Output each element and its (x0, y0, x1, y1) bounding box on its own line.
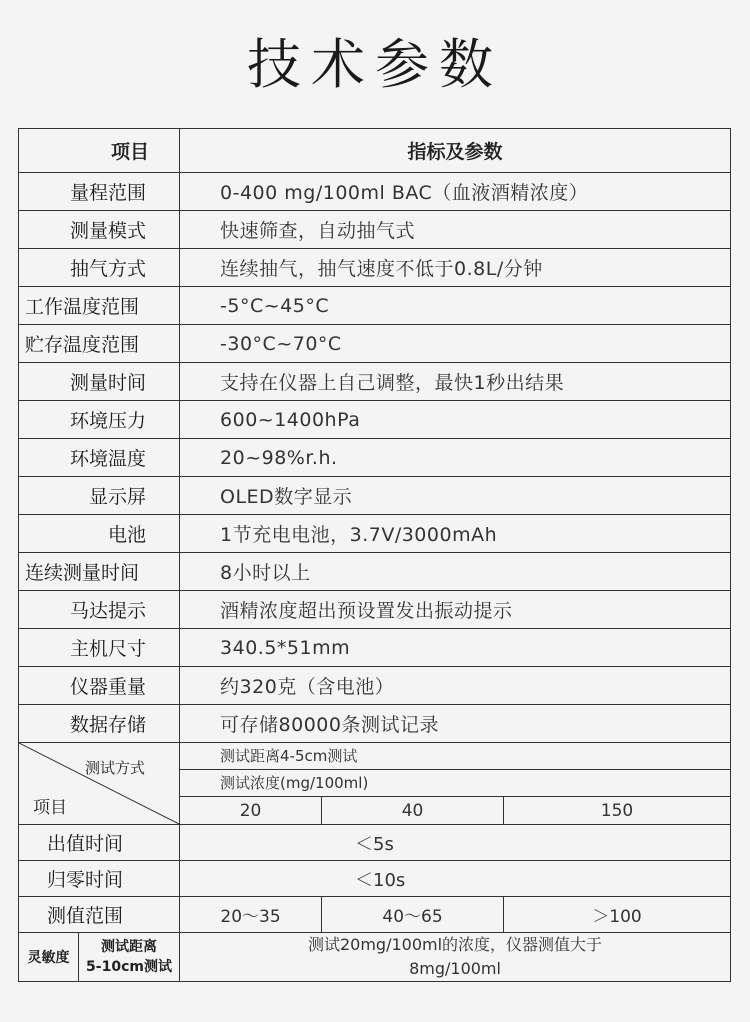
table-header-row (19, 129, 731, 173)
spec-value: 酒精浓度超出预设置发出振动提示 (180, 591, 731, 629)
spec-label: 环境温度 (19, 439, 180, 477)
spec-value: 快速筛查，自动抽气式 (180, 211, 731, 249)
concentration-cell: 40 (322, 797, 504, 825)
spec-row (19, 173, 731, 211)
method-line2: 测试浓度(mg/100ml) (180, 770, 731, 797)
range-cell: 40～65 (322, 897, 504, 933)
spec-row (19, 705, 731, 743)
concentration-cell: 150 (504, 797, 731, 825)
sensitivity-text-line1: 测试20mg/100ml的浓度，仪器测值大于 (307, 935, 603, 954)
spec-label: 仪器重量 (19, 667, 180, 705)
method-line1: 测试距离4-5cm测试 (180, 743, 731, 770)
header-params: 指标及参数 (180, 129, 731, 173)
spec-value: 340.5*51mm (180, 629, 731, 667)
spec-label: 环境压力 (19, 401, 180, 439)
spec-value: 600~1400hPa (180, 401, 731, 439)
spec-row (19, 363, 731, 401)
sensitivity-text (180, 933, 731, 982)
spec-value: 8小时以上 (180, 553, 731, 591)
spec-value: 0-400 mg/100ml BAC（血液酒精浓度） (180, 173, 731, 211)
spec-label: 马达提示 (19, 591, 180, 629)
spec-table (18, 128, 731, 982)
sensitivity-method-line1: 测试距离 (101, 939, 157, 955)
spec-label: 数据存储 (19, 705, 180, 743)
concentration-cell: 20 (180, 797, 322, 825)
spec-value: -5°C~45°C (180, 287, 731, 325)
range-label: 测值范围 (19, 897, 180, 933)
reset-time-label: 归零时间 (19, 861, 180, 897)
matrix-header-row (19, 743, 731, 770)
spec-row (19, 515, 731, 553)
header-item: 项目 (19, 129, 180, 173)
spec-row (19, 211, 731, 249)
sensitivity-row (19, 933, 731, 982)
spec-value: 约320克（含电池） (180, 667, 731, 705)
spec-label: 抽气方式 (19, 249, 180, 287)
spec-row (19, 667, 731, 705)
spec-value: 可存储80000条测试记录 (180, 705, 731, 743)
output-time-label: 出值时间 (19, 825, 180, 861)
spec-label: 电池 (19, 515, 180, 553)
diag-label-method: 测试方式 (85, 759, 146, 777)
spec-row (19, 249, 731, 287)
range-row (19, 897, 731, 933)
spec-label: 主机尺寸 (19, 629, 180, 667)
spec-row (19, 401, 731, 439)
spec-row (19, 287, 731, 325)
output-time-value: ＜5s (180, 825, 731, 861)
spec-value: OLED数字显示 (180, 477, 731, 515)
diagonal-header-cell (19, 743, 180, 825)
diag-label-item: 项目 (33, 798, 67, 818)
spec-row (19, 629, 731, 667)
spec-value: 1节充电电池，3.7V/3000mAh (180, 515, 731, 553)
spec-label: 量程范围 (19, 173, 180, 211)
sensitivity-label: 灵敏度 (19, 933, 79, 982)
spec-row (19, 591, 731, 629)
spec-value: 20~98%r.h. (180, 439, 731, 477)
spec-value: 支持在仪器上自己调整，最快1秒出结果 (180, 363, 731, 401)
spec-label: 连续测量时间 (19, 553, 180, 591)
spec-label: 测量时间 (19, 363, 180, 401)
spec-label: 贮存温度范围 (19, 325, 180, 363)
sensitivity-text-line2: 8mg/100ml (409, 959, 501, 978)
spec-label: 显示屏 (19, 477, 180, 515)
page-title: 技术参数 (247, 33, 503, 96)
spec-value: 连续抽气，抽气速度不低于0.8L/分钟 (180, 249, 731, 287)
range-cell: 20～35 (180, 897, 322, 933)
reset-time-row (19, 861, 731, 897)
spec-row (19, 325, 731, 363)
spec-row (19, 477, 731, 515)
range-cell: ＞100 (504, 897, 731, 933)
reset-time-value: ＜10s (180, 861, 731, 897)
spec-value: -30°C~70°C (180, 325, 731, 363)
sensitivity-method (79, 933, 180, 982)
sensitivity-method-line2: 5-10cm测试 (86, 959, 172, 975)
output-time-row (19, 825, 731, 861)
spec-row (19, 553, 731, 591)
spec-row (19, 439, 731, 477)
spec-label: 工作温度范围 (19, 287, 180, 325)
spec-label: 测量模式 (19, 211, 180, 249)
